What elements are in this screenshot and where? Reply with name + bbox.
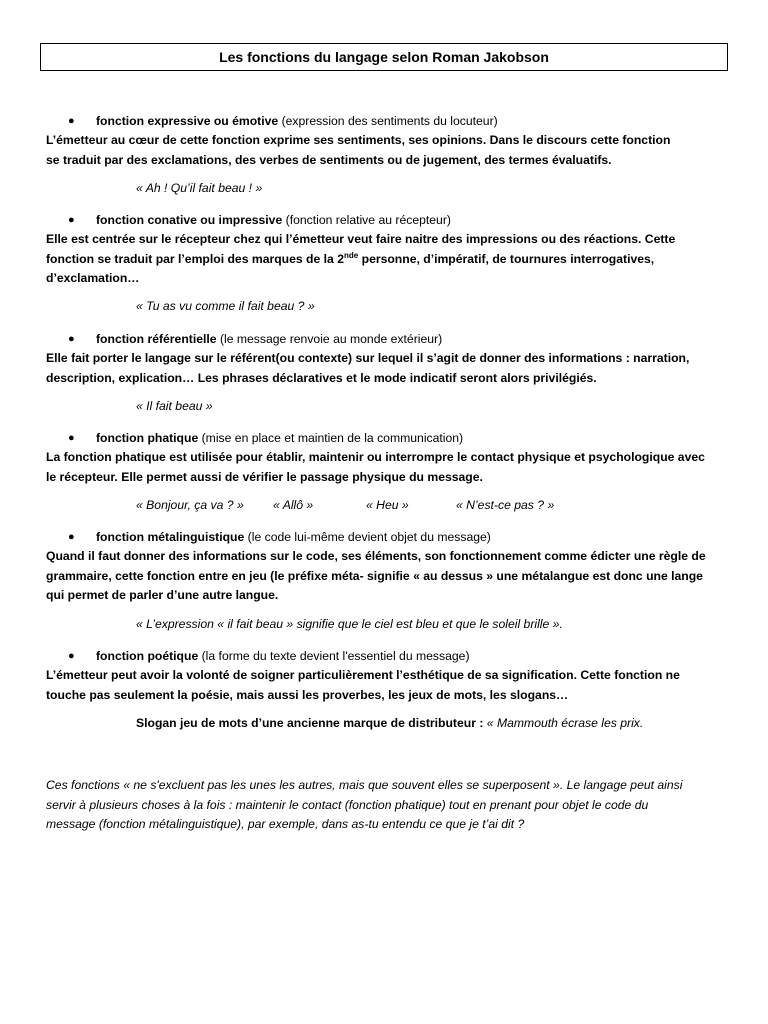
title-text: Les fonctions du langage selon Roman Jakobson <box>219 49 549 65</box>
bullet-icon: ● <box>68 531 75 543</box>
function-heading-poetic: ● fonction poétique (la forme du texte devient l'essentiel du message) <box>96 647 470 666</box>
function-heading-phatic: ● fonction phatique (mise en place et maintien de la communication) <box>96 429 463 448</box>
example-phatic-4: « N’est-ce pas ? » <box>456 498 555 512</box>
conclusion-paragraph: Ces fonctions « ne s'excluent pas les unes les autres, mais que souvent elles se superposent ». Le langage peut ainsi servir à plusieurs choses à la fois : maintenir le contact (fonction phatique) tout en prenant pour objet le code du message (fonction métalinguistique), par exemple, dans as-tu entendu ce que je t’ai dit ? <box>46 778 683 831</box>
bullet-icon: ● <box>68 214 75 226</box>
example-expressive: « Ah ! Qu’il fait beau ! » <box>136 181 263 195</box>
example-referential: « Il fait beau » <box>136 399 213 413</box>
function-body-referential: Elle fait porter le langage sur le référent(ou contexte) sur lequel il s’agit de donner des informations : narration, description, explication… Les phrases déclaratives et le mode indicatif seront alors privilégiés. <box>46 351 690 385</box>
bullet-icon: ● <box>68 432 75 444</box>
example-conative: « Tu as vu comme il fait beau ? » <box>136 299 315 313</box>
function-body-conative: Elle est centrée sur le récepteur chez qui l’émetteur veut faire naitre des impressions ou des réactions. Cette fonction se traduit par l’emploi des marques de la 2nde personne, d’impératif, de tournures interrogatives, d’exclamation… <box>46 232 676 285</box>
function-heading-referential: ● fonction référentielle (le message renvoie au monde extérieur) <box>96 330 442 349</box>
function-body-poetic: L’émetteur peut avoir la volonté de soigner particulièrement l’esthétique de sa signification. Cette fonction ne touche pas seulement la poésie, mais aussi les proverbes, les jeux de mots, les slogans… <box>46 668 680 702</box>
function-body-expressive: L’émetteur au cœur de cette fonction exprime ses sentiments, ses opinions. Dans le discours cette fonction se traduit par des exclamations, des verbes de sentiments ou de jugement, des termes évaluatifs. <box>46 133 671 167</box>
function-heading-metalinguistic: ● fonction métalinguistique (le code lui-même devient objet du message) <box>96 528 491 547</box>
document-title <box>40 43 728 71</box>
example-phatic-3: « Heu » <box>366 498 409 512</box>
function-body-metalinguistic: Quand il faut donner des informations sur le code, ses éléments, son fonctionnement comme édicter une règle de grammaire, cette fonction entre en jeu (le préfixe méta- signifie « au dessus » une métalangue est donc une lange qui permet de parler d’une autre langue. <box>46 549 706 602</box>
function-heading-expressive: ● fonction expressive ou émotive (expression des sentiments du locuteur) <box>96 112 498 131</box>
example-metalinguistic: « L’expression « il fait beau » signifie que le ciel est bleu et que le soleil brille ». <box>136 617 563 631</box>
function-body-phatic: La fonction phatique est utilisée pour établir, maintenir ou interrompre le contact physique et psychologique avec le récepteur. Elle permet aussi de vérifier le passage physique du message. <box>46 450 705 484</box>
bullet-icon: ● <box>68 333 75 345</box>
example-phatic-2: « Allô » <box>273 498 314 512</box>
function-heading-conative: ● fonction conative ou impressive (fonction relative au récepteur) <box>96 211 451 230</box>
bullet-icon: ● <box>68 650 75 662</box>
bullet-icon: ● <box>68 115 75 127</box>
example-phatic-1: « Bonjour, ça va ? » <box>136 498 244 512</box>
slogan-example: Slogan jeu de mots d’une ancienne marque de distributeur : « Mammouth écrase les prix. <box>136 716 644 730</box>
